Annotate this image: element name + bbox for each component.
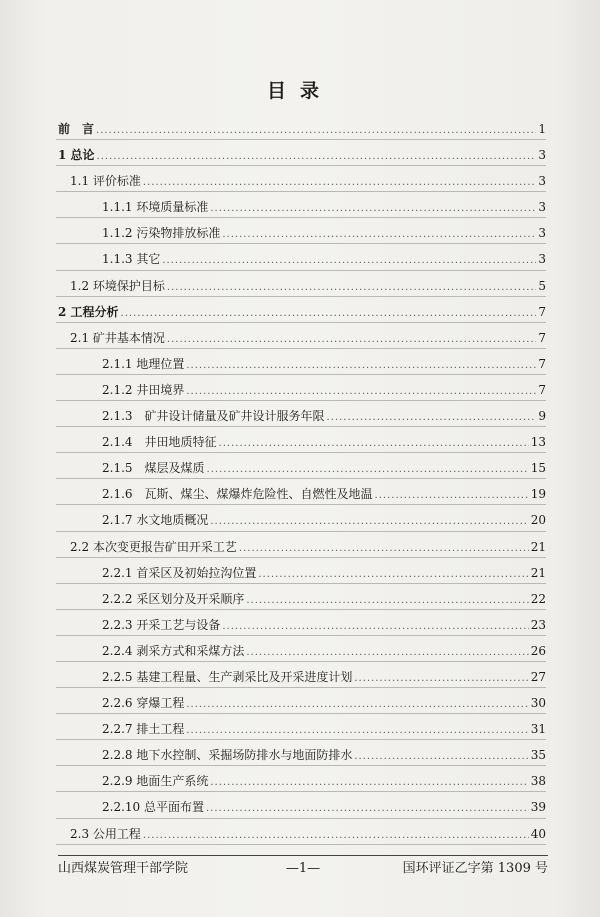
toc-entry-page: 22 [530,591,546,606]
toc-entry-label: 前 言 [58,122,95,136]
toc-leader-dots [143,170,536,196]
toc-entry-page: 39 [530,800,546,815]
toc-leader-dots [186,353,536,379]
toc-entry[interactable] [56,351,546,377]
toc-leader-dots [167,275,536,301]
toc-entry-label: 2.1.4 井田地质特征 [102,435,217,450]
toc-leader-dots [206,796,529,822]
toc-entry-label: 2.1.1 地理位置 [102,356,185,371]
toc-entry-label: 2.2.4 剥采方式和采煤方法 [102,643,245,658]
toc-leader-dots [246,588,528,614]
toc-leader-dots [246,640,528,666]
toc-entry-label: 1.1.3 其它 [102,252,161,267]
toc-entry-page: 3 [538,148,546,163]
toc-entry-label: 2.2.10 总平面布置 [102,800,204,815]
toc-entry[interactable] [56,377,546,403]
toc-entry-label: 2.2.3 开采工艺与设备 [102,617,221,632]
toc-entry-label: 2.2.6 穿爆工程 [102,696,185,711]
toc-entry-page: 30 [530,696,546,711]
toc-entry[interactable] [56,612,546,638]
toc-entry-page: 21 [530,565,546,580]
toc-entry-page: 15 [530,461,546,476]
toc-leader-dots [186,379,536,405]
toc-entry-page: 3 [538,200,546,215]
toc-entry-label: 2.2.9 地面生产系统 [102,774,209,789]
toc-entry[interactable] [56,168,546,194]
toc-entry[interactable] [56,768,546,794]
toc-entry[interactable] [56,481,546,507]
toc-entry[interactable] [56,455,546,481]
toc-leader-dots [210,770,528,796]
toc-leader-dots [186,692,528,718]
toc-entry-page: 23 [530,617,546,632]
toc-entry-label: 2.1.2 井田境界 [102,382,185,397]
toc-leader-dots [97,144,537,170]
toc-entry[interactable] [56,273,546,299]
toc-entry-page: 27 [530,669,546,684]
toc-leader-dots [354,666,528,692]
toc-entry[interactable] [56,690,546,716]
toc-entry-page: 5 [538,278,546,293]
toc-entry[interactable] [56,534,546,560]
toc-entry-label: 2.1.5 煤层及煤质 [102,461,205,476]
toc-leader-dots [162,248,536,274]
toc-entry[interactable] [56,325,546,351]
toc-leader-dots [210,196,536,222]
toc-entry[interactable] [56,246,546,272]
toc-entry-label: 2.2.8 地下水控制、采掘场防排水与地面防排水 [102,748,353,763]
toc-entry[interactable] [56,116,546,142]
toc-entry-label: 1.1 评价标准 [70,174,141,189]
toc-leader-dots [96,118,536,144]
toc-leader-dots [186,718,528,744]
toc-entry-page: 7 [538,382,546,397]
toc-entry-page: 26 [530,643,546,658]
toc-entry-label: 2.1.7 水文地质概况 [102,513,209,528]
toc-entry-label: 2.1.6 瓦斯、煤尘、煤爆炸危险性、自燃性及地温 [102,487,373,502]
toc-leader-dots [219,431,529,457]
toc-entry[interactable] [56,194,546,220]
toc-entry[interactable] [56,507,546,533]
toc-entry[interactable] [56,560,546,586]
toc-entry[interactable] [56,220,546,246]
toc-entry-page: 38 [530,774,546,789]
toc-entry-label: 2.3 公用工程 [70,826,141,841]
toc-entry-label: 1.1.1 环境质量标准 [102,200,209,215]
toc-entry[interactable] [56,142,546,168]
table-of-contents [56,116,546,847]
toc-entry-label: 2.2 本次变更报告矿田开采工艺 [70,539,237,554]
toc-entry-page: 3 [538,252,546,267]
toc-entry-page: 19 [530,487,546,502]
toc-entry[interactable] [56,742,546,768]
toc-entry-page: 31 [530,722,546,737]
toc-entry-label: 2.1 矿井基本情况 [70,330,165,345]
toc-entry-page: 7 [538,304,546,319]
toc-entry[interactable] [56,299,546,325]
toc-entry-label: 2 工程分析 [58,304,119,319]
toc-entry-label: 1.1.2 污染物排放标准 [102,226,221,241]
toc-entry[interactable] [56,716,546,742]
toc-entry-page: 3 [538,174,546,189]
toc-leader-dots [375,483,529,509]
toc-entry-label: 2.2.5 基建工程量、生产剥采比及开采进度计划 [102,669,353,684]
toc-entry[interactable] [56,664,546,690]
toc-leader-dots [121,301,537,327]
footer-institution: 山西煤炭管理干部学院 [58,861,189,876]
toc-entry-page: 20 [530,513,546,528]
toc-entry-page: 21 [530,539,546,554]
toc-entry-label: 2.2.1 首采区及初始拉沟位置 [102,565,257,580]
toc-entry-page: 3 [538,226,546,241]
footer-certificate: 国环评证乙字第 1309 号 [402,861,548,876]
toc-entry-page: 7 [538,330,546,345]
toc-entry[interactable] [56,429,546,455]
toc-entry-page: 1 [538,122,546,136]
toc-entry[interactable] [56,794,546,820]
toc-entry-page: 40 [530,826,546,841]
toc-entry[interactable] [56,403,546,429]
toc-entry[interactable] [56,821,546,847]
toc-entry-label: 1 总论 [58,148,95,163]
toc-leader-dots [210,509,528,535]
page-footer [58,855,548,886]
toc-entry[interactable] [56,638,546,664]
toc-leader-dots [239,536,529,562]
toc-leader-dots [354,744,528,770]
toc-leader-dots [143,823,529,849]
footer-page-number: —1— [285,861,321,876]
toc-entry-label: 2.1.3 矿井设计储量及矿井设计服务年限 [102,409,325,424]
toc-entry-page: 35 [530,748,546,763]
toc-entry-page: 7 [538,356,546,371]
toc-entry-label: 2.2.7 排土工程 [102,722,185,737]
toc-entry-page: 9 [538,409,546,424]
toc-leader-dots [258,562,528,588]
page-title: 目录 [266,80,333,102]
toc-leader-dots [222,614,528,640]
toc-entry-label: 1.2 环境保护目标 [70,278,165,293]
toc-leader-dots [222,222,536,248]
toc-leader-dots [167,327,536,353]
toc-entry[interactable] [56,586,546,612]
toc-leader-dots [207,457,529,483]
toc-leader-dots [327,405,537,431]
toc-entry-label: 2.2.2 采区划分及开采顺序 [102,591,245,606]
toc-entry-page: 13 [530,435,546,450]
